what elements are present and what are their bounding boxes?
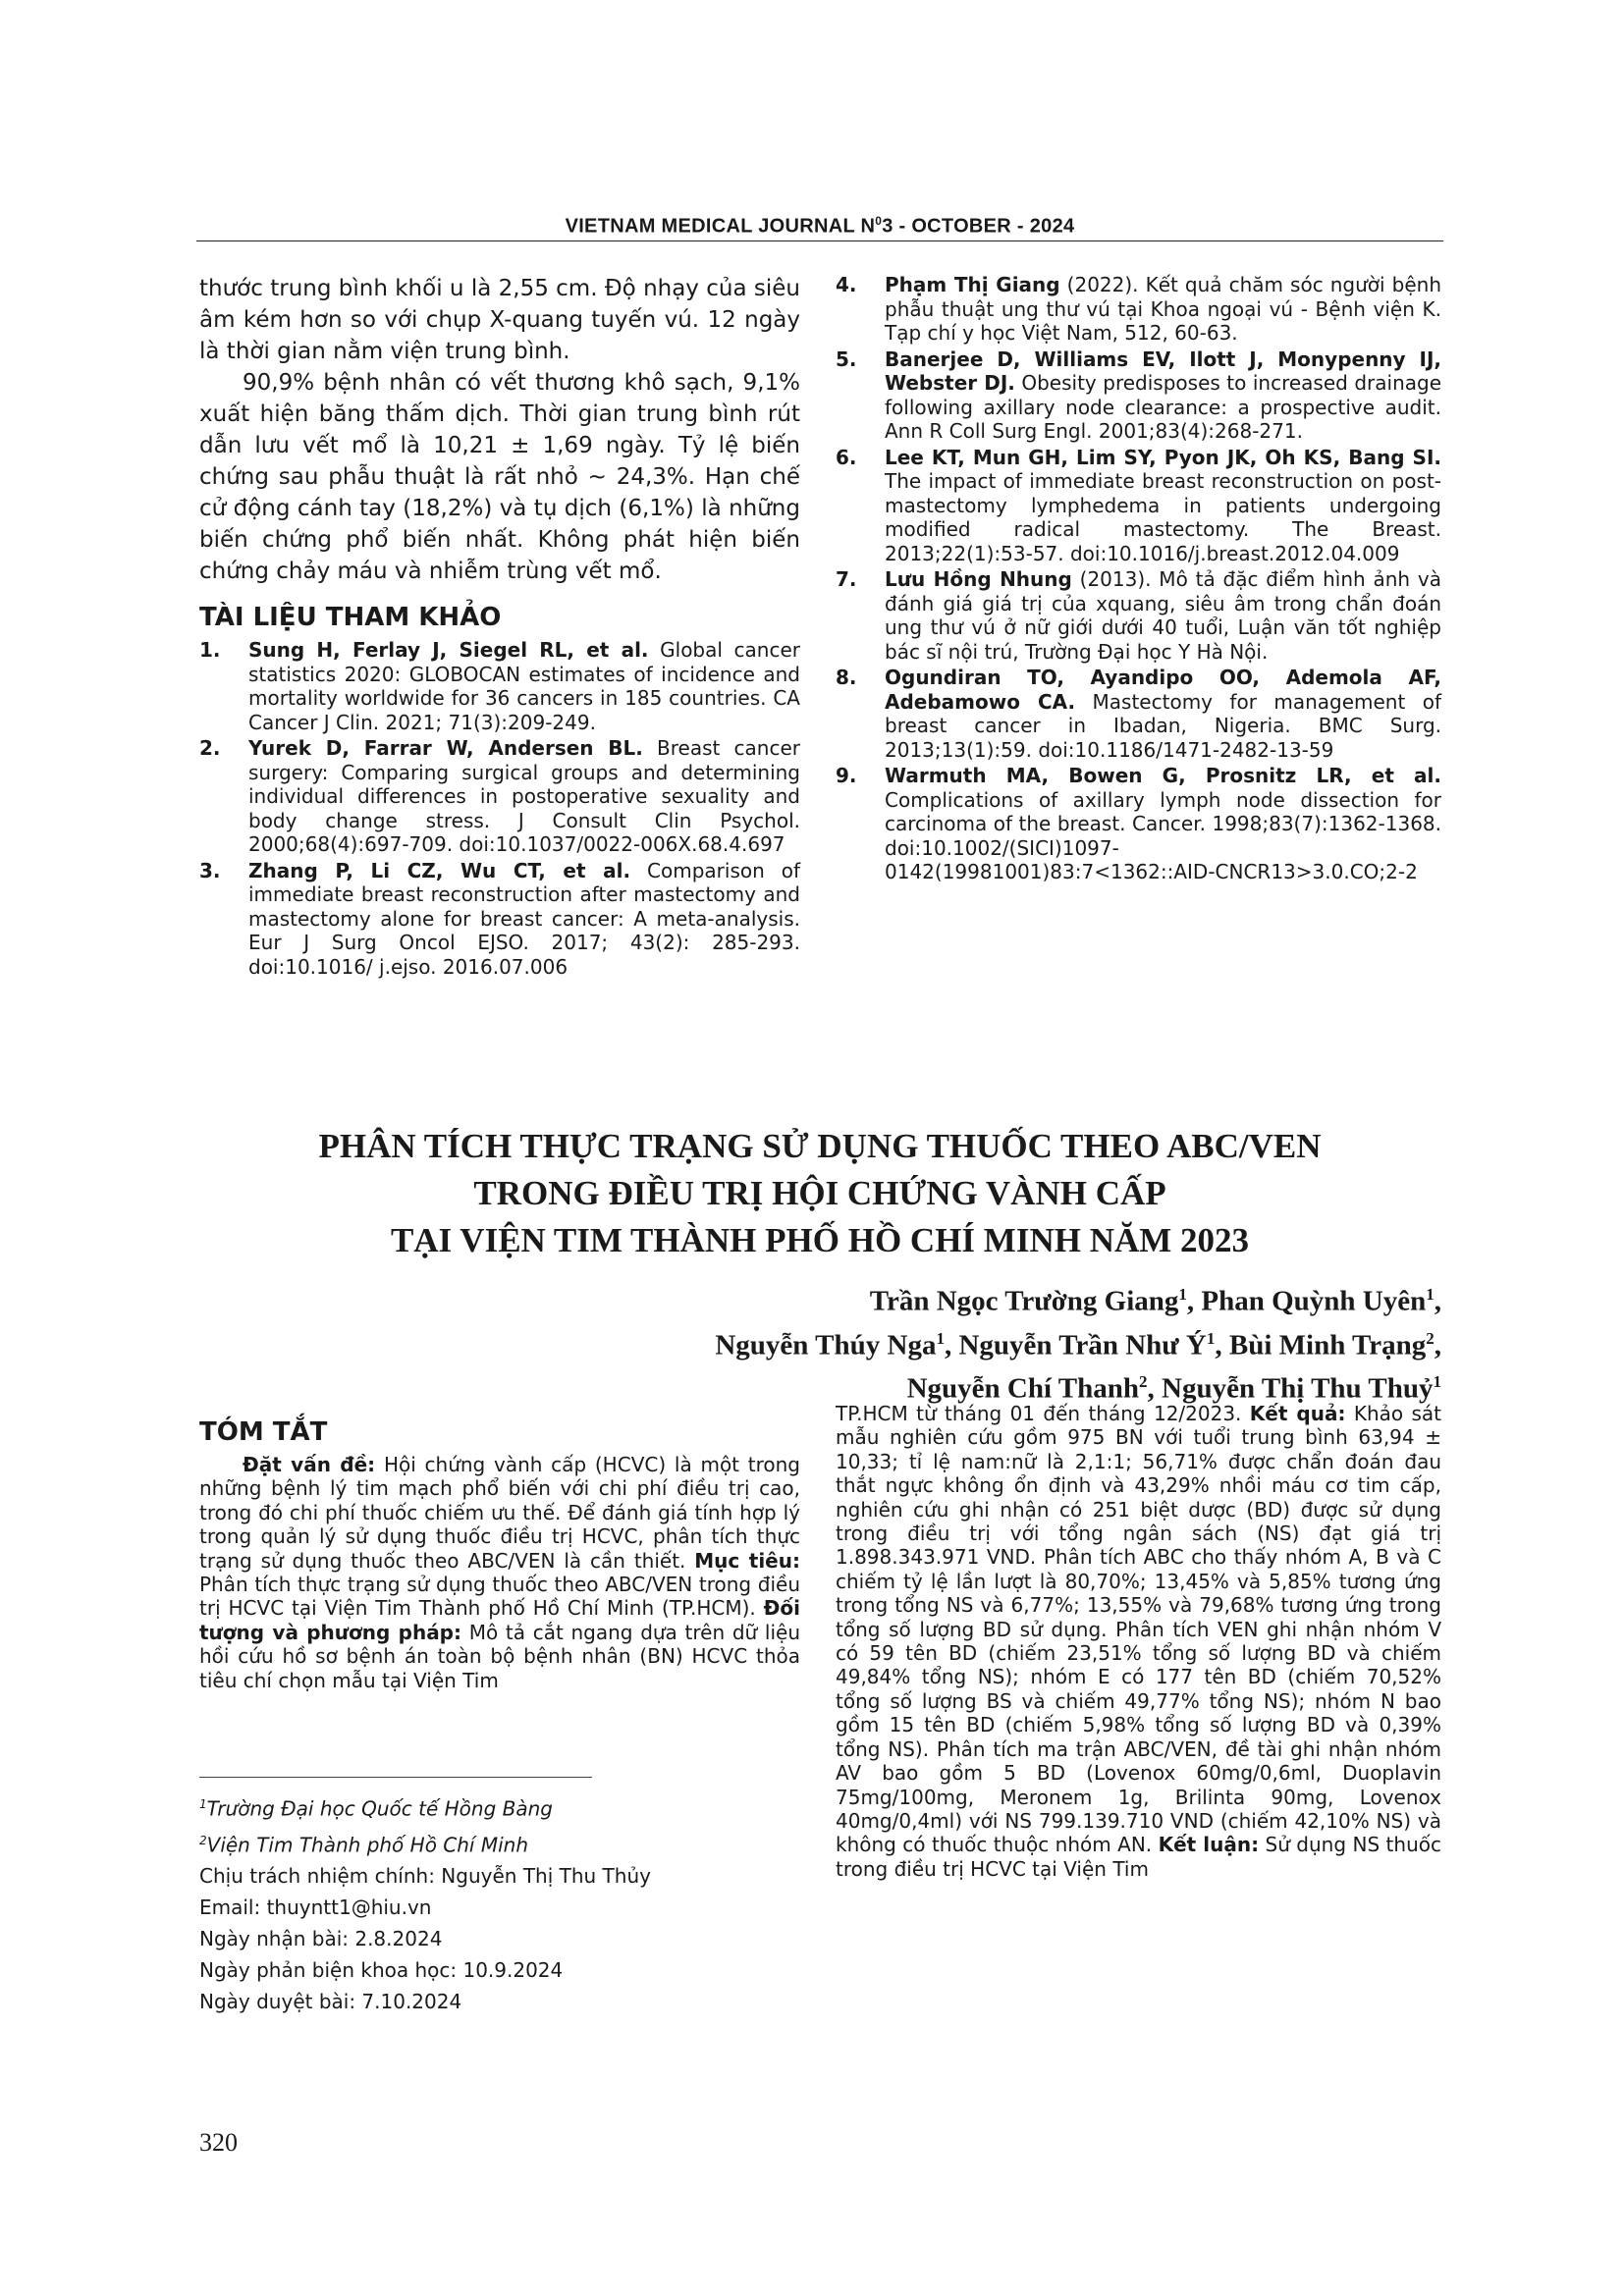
abstract-right xyxy=(836,1402,1441,1881)
reference-item xyxy=(199,736,800,857)
author-affiliation: 2 xyxy=(1139,1372,1148,1392)
abstract-text-left: Đặt vấn đề: Hội chứng vành cấp (HCVC) là một trong những bệnh lý tim mạch phổ biến với chi phí điều trị cao, trong đó chi phí thuốc chiếm ưu thế. Để đánh giá tính hợp lý trong quản lý sử dụng thuốc điều trị HCVC, phân tích thực trạng sử dụng thuốc theo ABC/VEN là cần thiết. Mục tiêu: Phân tích thực trạng sử dụng thuốc theo ABC/VEN trong điều trị HCVC tại Viện Tim Thành phố Hồ Chí Minh (TP.HCM). Đối tượng và phương pháp: Mô tả cắt ngang dựa trên dữ liệu hồi cứu hồ sơ bệnh án toàn bộ bệnh nhân (BN) HCVC thỏa tiêu chí chọn mẫu tại Viện Tim xyxy=(199,1453,800,1692)
received-date: Ngày nhận bài: 2.8.2024 xyxy=(199,1927,443,1951)
reference-list-left xyxy=(199,638,800,979)
abstract-label: Kết quả: xyxy=(1249,1402,1346,1425)
author-name: Phan Quỳnh Uyên xyxy=(1201,1285,1427,1317)
reference-body xyxy=(248,736,800,857)
reference-number: 1. xyxy=(199,638,221,662)
reference-number: 8. xyxy=(836,666,857,689)
abstract-label: Mục tiêu: xyxy=(694,1548,800,1573)
reference-item xyxy=(836,347,1441,444)
title-line: TẠI VIỆN TIM THÀNH PHỐ HỒ CHÍ MINH NĂM 2023 xyxy=(390,1221,1250,1259)
abstract-label: Kết luận: xyxy=(1158,1833,1260,1857)
accepted-date: Ngày duyệt bài: 7.10.2024 xyxy=(199,1990,462,2014)
references-heading: TÀI LIỆU THAM KHẢO xyxy=(199,603,502,632)
reference-body xyxy=(248,859,800,980)
author-line: Nguyễn Thúy Nga$^1$, Nguyễn Trần Như $Ý^1$, Bùi Minh Trạng$^2$, xyxy=(715,1328,1441,1362)
reference-item xyxy=(836,666,1441,762)
reference-body xyxy=(248,638,800,734)
header-divider xyxy=(196,240,1443,241)
journal-name: VIETNAM MEDICAL JOURNAL N xyxy=(565,215,876,238)
reference-number: 2. xyxy=(199,736,221,760)
abstract-label: Đặt vấn đề: xyxy=(243,1453,376,1476)
author-line: Nguyễn Chí Thanh$^2$, Nguyễn Thị Thu Thuỷ$^1$ xyxy=(906,1372,1441,1405)
author-affiliation: 1 xyxy=(936,1328,945,1348)
left-column xyxy=(199,273,800,981)
reference-number: 4. xyxy=(836,273,857,296)
footnotes xyxy=(199,1789,800,2017)
reference-authors: Zhang P, Li CZ, Wu CT, et al. xyxy=(248,858,631,882)
reference-text: Mastectomy for management of breast cancer in Ibadan, Nigeria. BMC Surg. 2013;13(1):59. doi:10.1186/1471-2482-13-59 xyxy=(885,689,1442,762)
reference-authors: Yurek D, Farrar W, Andersen BL. xyxy=(248,736,643,760)
reference-body xyxy=(885,764,1441,884)
reference-authors: Warmuth MA, Bowen G, Prosnitz LR, et al. xyxy=(885,764,1441,787)
reference-text: Global cancer statistics 2020: GLOBOCAN estimates of incidence and mortality worldwide for 36 cancers in 185 countries. CA Cancer J Clin. 2021; 71(3):209-249. xyxy=(248,638,801,734)
author-list xyxy=(263,1276,1441,1408)
reference-number: 9. xyxy=(836,764,857,787)
reference-authors: Lưu Hồng Nhung xyxy=(885,567,1072,591)
abstract-left xyxy=(199,1417,800,1692)
affiliation-2: $^2$Viện Tim Thành phố Hồ Chí Minh xyxy=(199,1833,529,1857)
running-header xyxy=(196,214,1443,239)
reference-item xyxy=(199,859,800,980)
journal-issue-date: 3 - OCTOBER - 2024 xyxy=(882,215,1075,238)
conclusion-paragraph-1: thước trung bình khối u là 2,55 cm. Độ nhạy của siêu âm kém hơn so với chụp X-quang tuyến vú. 12 ngày là thời gian nằm viện trung bình. xyxy=(199,276,800,364)
reference-body xyxy=(885,446,1441,566)
corresponding-author: Chịu trách nhiệm chính: Nguyễn Thị Thu Thủy xyxy=(199,1864,651,1889)
author-name: Nguyễn Thị Thu Thuỷ xyxy=(1162,1372,1434,1405)
title-line: TRONG ĐIỀU TRỊ HỘI CHỨNG VÀNH CẤP xyxy=(473,1174,1166,1212)
reference-text: (2013). Mô tả đặc điểm hình ảnh và đánh giá giá trị của xquang, siêu âm trong chẩn đoán ung thư vú ở nữ giới dưới 40 tuổi, Luận văn tốt nghiệp bác sĩ nội trú, Trường Đại học Y Hà Nội. xyxy=(885,567,1441,664)
reference-body xyxy=(885,347,1441,444)
reference-text: Breast cancer surgery: Comparing surgical groups and determining individual differences in postoperative sexuality and body change stress. J Consult Clin Psychol. 2000;68(4):697-709. doi:10.1037/0022-006X.68.4.697 xyxy=(248,736,800,856)
footnote-divider xyxy=(199,1777,592,1778)
author-affiliation: 1 xyxy=(1433,1372,1441,1392)
reference-authors: Phạm Thị Giang xyxy=(885,273,1060,296)
author-affiliation: 1 xyxy=(1426,1285,1435,1304)
email: Email: thuyntt1@hiu.vn xyxy=(199,1896,432,1920)
reference-number: 6. xyxy=(836,445,857,469)
reference-text: (2022). Kết quả chăm sóc người bệnh phẫu thuật ung thư vú tại Khoa ngoại vú - Bệnh viện K. Tạp chí y học Việt Nam, 512, 60-63. xyxy=(885,273,1441,345)
reference-body xyxy=(885,666,1441,762)
author-name: Trần Ngọc Trường Giang xyxy=(869,1285,1179,1317)
author-affiliation: 1 xyxy=(1178,1285,1187,1304)
reference-item xyxy=(836,567,1441,664)
author-name: Nguyễn Trần Như Ý xyxy=(958,1329,1207,1362)
reference-text: The impact of immediate breast reconstruction on post-mastectomy lymphedema in patients undergoing modified radical mastectomy. The Breast. 2013;22(1):53-57. doi:10.1016/j.breast.2012.04.009 xyxy=(885,469,1441,565)
journal-issue-sup: 0 xyxy=(875,214,883,228)
reference-item xyxy=(836,273,1441,346)
author-name: Bùi Minh Trạng xyxy=(1228,1329,1427,1362)
right-column xyxy=(836,273,1441,886)
reference-number: 5. xyxy=(836,347,857,371)
reference-body xyxy=(885,567,1441,664)
reference-authors: Ogundiran TO, Ayandipo OO, Ademola AF, Adebamowo CA. xyxy=(885,666,1441,714)
author-name: Nguyễn Thúy Nga xyxy=(715,1329,937,1362)
article-title xyxy=(196,1123,1443,1264)
reference-number: 3. xyxy=(199,858,221,882)
author-name: Nguyễn Chí Thanh xyxy=(906,1372,1140,1405)
reference-authors: Banerjee D, Williams EV, Ilott J, Monypenny IJ, Webster DJ. xyxy=(885,347,1441,395)
review-date: Ngày phản biện khoa học: 10.9.2024 xyxy=(199,1958,564,1983)
reference-number: 7. xyxy=(836,567,857,591)
reference-item xyxy=(199,638,800,734)
author-affiliation: 1 xyxy=(1206,1328,1216,1348)
author-line: Trần Ngọc Trường Giang$^1$, Phan Quỳnh Uyên$^1$, xyxy=(869,1285,1441,1317)
reference-authors: Sung H, Ferlay J, Siegel RL, et al. xyxy=(248,638,649,662)
abstract-heading: TÓM TẮT xyxy=(199,1417,328,1447)
abstract-label: Đối tượng và phương pháp: xyxy=(199,1596,800,1644)
page-number: 320 xyxy=(199,2128,238,2157)
reference-text: Complications of axillary lymph node dissection for carcinoma of the breast. Cancer. 1998;83(7):1362-1368. doi:10.1002/(SICI)1097-0142(19981001)83:7<1362::AID-CNCR13>3.0.CO;2-2 xyxy=(885,787,1441,883)
reference-text: Comparison of immediate breast reconstruction after mastectomy and mastectomy alone for breast cancer: A meta-analysis. Eur J Surg Oncol EJSO. 2017; 43(2): 285-293. doi:10.1016/ j.ejso. 2016.07.006 xyxy=(248,858,800,979)
reference-list-right xyxy=(836,273,1441,884)
reference-item xyxy=(836,446,1441,566)
abstract-text-right: TP.HCM từ tháng 01 đến tháng 12/2023. Kết quả: Khảo sát mẫu nghiên cứu gồm 975 BN với tuổi trung bình 63,94 ± 10,33; tỉ lệ nam:nữ là 2,1:1; 56,71% được chẩn đoán đau thắt ngực không ổn định và 43,29% nhồi máu cơ tim cấp, nghiên cứu ghi nhận có 251 biệt dược (BD) được sử dụng trong điều trị với tổng ngân sách (NS) đạt giá trị 1.898.343.971 VND. Phân tích ABC cho thấy nhóm A, B và C chiếm tỷ lệ lần lượt là 80,70%; 13,45% và 5,85% tương ứng trong tổng NS và 6,77%; 13,55% và 79,68% tương ứng trong tổng số lượng BD sử dụng. Phân tích VEN ghi nhận nhóm V có 59 tên BD (chiếm 23,51% tổng số lượng BD và chiếm 49,84% tổng NS); nhóm E có 177 tên BD (chiếm 70,52% tổng số lượng BS và chiếm 49,77% tổng NS); nhóm N bao gồm 15 tên BD (chiếm 5,98% tổng số lượng BD và 0,39% tổng NS). Phân tích ma trận ABC/VEN, đề tài ghi nhận nhóm AV bao gồm 5 BD (Lovenox 60mg/0,6ml, Duoplavin 75mg/100mg, Meronem 1g, Brilinta 90mg, Lovenox 40mg/0,4ml) với NS 799.139.710 VND (chiếm 42,10% NS) và không có thuốc thuộc nhóm AN. Kết luận: Sử dụng NS thuốc trong điều trị HCVC tại Viện Tim xyxy=(836,1402,1442,1881)
reference-text: Obesity predisposes to increased drainage following axillary node clearance: a prospective audit. Ann R Coll Surg Engl. 2001;83(4):268-271. xyxy=(885,371,1441,443)
affiliation-1: $^1$Trường Đại học Quốc tế Hồng Bàng xyxy=(199,1796,553,1821)
author-affiliation: 2 xyxy=(1426,1328,1435,1348)
title-line: PHÂN TÍCH THỰC TRẠNG SỬ DỤNG THUỐC THEO ABC/VEN xyxy=(318,1127,1322,1165)
reference-item xyxy=(836,764,1441,884)
reference-body xyxy=(885,273,1441,346)
reference-authors: Lee KT, Mun GH, Lim SY, Pyon JK, Oh KS, Bang SI. xyxy=(885,445,1441,469)
conclusion-paragraph-2: 90,9% bệnh nhân có vết thương khô sạch, 9,1% xuất hiện băng thấm dịch. Thời gian trung bình rút dẫn lưu vết mổ là 10,21 ± 1,69 ngày. Tỷ lệ biến chứng sau phẫu thuật là rất nhỏ ~ 24,3%. Hạn chế cử động cánh tay (18,2%) và tụ dịch (6,1%) là những biến chứng phổ biến nhất. Không phát hiện biến chứng chảy máu và nhiễm trùng vết mổ. xyxy=(199,370,800,584)
